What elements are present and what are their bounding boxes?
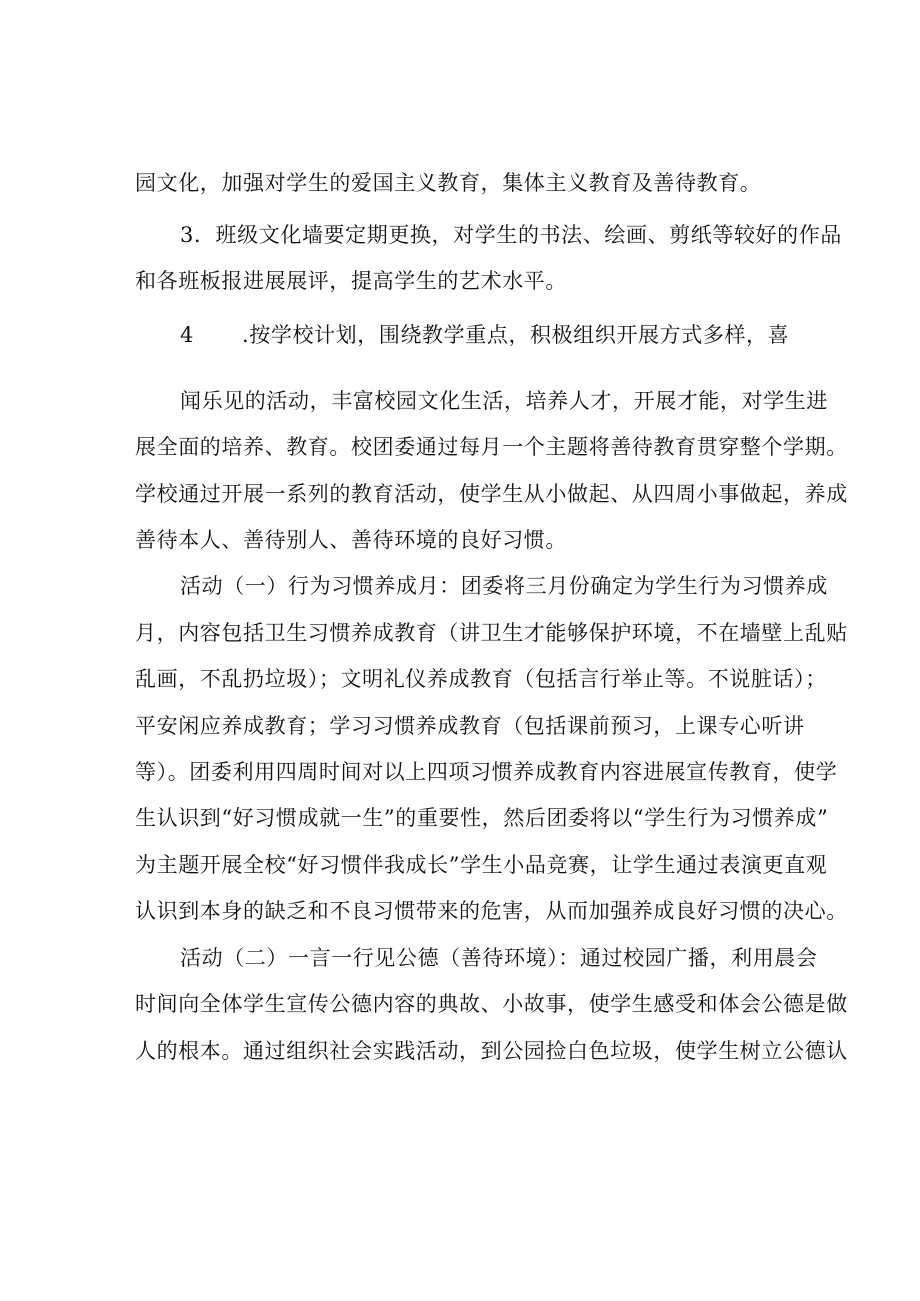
item-text: .按学校计划，围绕教学重点，积极组织开展方式多样，喜 xyxy=(241,323,790,347)
paragraph-line: 活动（一）行为习惯养成月：团委将三月份确定为学生行为习惯养成 xyxy=(180,574,828,598)
paragraph-line: 善待本人、善待别人、善待环境的良好习惯。 xyxy=(135,528,567,552)
paragraph-line: 活动（二）一言一行见公德（善待环境）：通过校园广播，利用晨会 xyxy=(180,946,818,970)
paragraph-line: 和各班板报进展展评，提高学生的艺术水平。 xyxy=(135,269,567,293)
paragraph-line: 生认识到“好习惯成就一生”的重要性，然后团委将以“学生行为习惯养成” xyxy=(135,806,829,830)
paragraph-line: 为主题开展全校“好习惯伴我成长”学生小品竞赛，让学生通过表演更直观 xyxy=(135,853,828,877)
paragraph-line: 平安闲应养成教育；学习习惯养成教育（包括课前预习，上课专心听讲 xyxy=(135,714,805,738)
paragraph-line: 展全面的培养、教育。校团委通过每月一个主题将善待教育贯穿整个学期。 xyxy=(135,435,848,459)
paragraph-line-numbered xyxy=(180,320,789,350)
paragraph-line: 认识到本身的缺乏和不良习惯带来的危害，从而加强养成良好习惯的决心。 xyxy=(135,899,848,923)
paragraph-line: 3．班级文化墙要定期更换，对学生的书法、绘画、剪纸等较好的作品 xyxy=(180,223,842,247)
paragraph-line: 月，内容包括卫生习惯养成教育（讲卫生才能够保护环境，不在墙壁上乱贴 xyxy=(135,621,848,645)
paragraph-line: 乱画，不乱扔垃圾）；文明礼仪养成教育（包括言行举止等。不说脏话）； xyxy=(135,667,827,691)
paragraph-line: 人的根本。通过组织社会实践活动，到公园捡白色垃圾，使学生树立公德认 xyxy=(135,1039,848,1063)
paragraph-line: 园文化，加强对学生的爱国主义教育，集体主义教育及善待教育。 xyxy=(135,171,762,195)
paragraph-line: 时间向全体学生宣传公德内容的典故、小故事，使学生感受和体会公德是做 xyxy=(135,992,848,1016)
paragraph-line: 闻乐见的活动，丰富校园文化生活，培养人才，开展才能，对学生进 xyxy=(180,389,828,413)
paragraph-line: 等）。团委利用四周时间对以上四项习惯养成教育内容进展宣传教育，使学 xyxy=(135,760,838,784)
paragraph-line: 学校通过开展一系列的教育活动，使学生从小做起、从四周小事做起，养成 xyxy=(135,482,848,506)
item-number: 4 xyxy=(180,323,194,347)
